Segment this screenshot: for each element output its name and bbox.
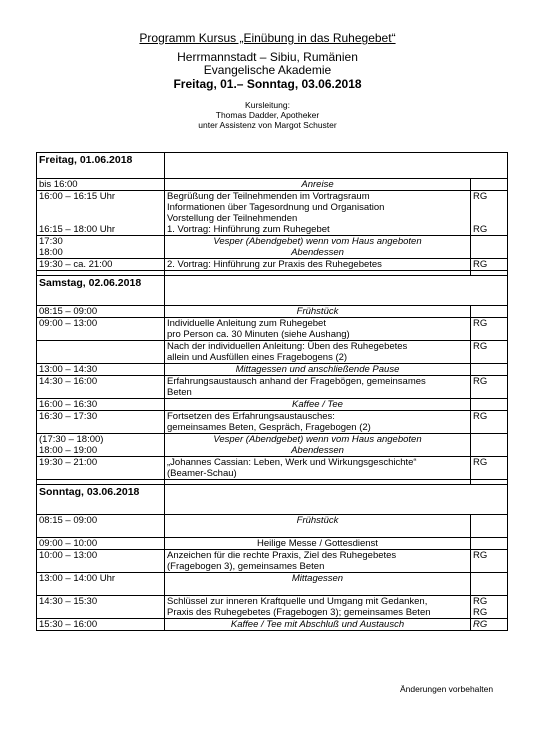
activity-cell [165,515,471,538]
activity-text: „Johannes Cassian: Leben, Werk und Wirkungsgeschichte“ [167,457,417,468]
activity-text: Vesper (Abendgebet) wenn vom Haus angeboten [213,434,422,445]
activity-cell [165,596,471,619]
time-text: 14:30 – 16:00 [39,376,98,387]
schedule-table [36,152,508,631]
activity-text: Abendessen [291,445,344,456]
time-text [39,526,162,537]
schedule-row [37,364,508,376]
rg-marker-cell [471,236,508,259]
day-header-blank [165,153,508,179]
rg-marker: RG [473,191,488,202]
activity-cell [165,341,471,364]
activity-text: 2. Vortrag: Hinführung zur Praxis des Ruhegebetes [167,259,382,270]
activity-text: Kaffee / Tee [292,399,343,410]
day-header-row [37,153,508,179]
time-text: 16:15 – 18:00 Uhr [39,224,116,235]
schedule-row [37,399,508,411]
time-cell [37,191,165,236]
activity-text: Mittagessen [291,573,344,584]
time-cell [37,318,165,341]
time-text: 09:00 – 10:00 [39,538,98,549]
time-cell [37,457,165,480]
rg-marker: RG [473,224,488,235]
activity-cell [165,306,471,318]
time-cell [37,538,165,550]
time-text: 08:15 – 09:00 [39,515,98,526]
activity-text: Kaffee / Tee mit Abschluß und Austausch [230,619,405,630]
activity-text: Abendessen [291,247,344,258]
activity-cell [165,538,471,550]
activity-text: Informationen über Tagesordnung und Organisation [167,202,385,213]
time-cell [37,236,165,259]
time-text: 14:30 – 15:30 [39,596,98,607]
activity-cell [165,179,471,191]
activity-text [167,526,468,537]
day-header-blank [165,276,508,306]
time-text: 18:00 [39,247,63,258]
course-leader-label: Kursleitung: [245,100,290,110]
activity-text: pro Person ca. 30 Minuten (siehe Aushang) [167,329,350,340]
time-text: 19:30 – ca. 21:00 [39,259,113,270]
activity-text: Heilige Messe / Gottesdienst [257,538,378,549]
time-text [39,213,162,224]
rg-marker-cell [471,538,508,550]
time-text: 15:30 – 16:00 [39,619,98,630]
activity-text: (Fragebogen 3), gemeinsames Beten [167,561,325,572]
date-range: Freitag, 01.– Sonntag, 03.06.2018 [173,77,362,91]
rg-marker: RG [473,259,488,270]
time-cell [37,179,165,191]
activity-cell [165,573,471,596]
time-cell [37,259,165,271]
activity-text: Vorstellung der Teilnehmenden [167,213,298,224]
activity-text: allein und Ausfüllen eines Fragebogens (2) [167,352,348,363]
rg-marker-cell [471,306,508,318]
changes-note: Änderungen vorbehalten [400,684,494,694]
rg-marker [473,213,505,224]
activity-text: Nach der individuellen Anleitung: Üben des Ruhegebetes [167,341,408,352]
time-cell [37,573,165,596]
activity-text: gemeinsames Beten, Gespräch, Fragebogen (2) [167,422,371,433]
rg-marker: RG [473,457,488,468]
activity-text: Begrüßung der Teilnehmenden im Vortragsraum [167,191,370,202]
time-text: 18:00 – 19:00 [39,445,98,456]
time-cell [37,550,165,573]
venue-line: Evangelische Akademie [203,63,332,77]
time-text [39,584,162,595]
schedule-row [37,236,508,259]
day-title: Samstag, 02.06.2018 [37,276,165,306]
day-title: Sonntag, 03.06.2018 [37,485,165,515]
rg-marker-cell [471,191,508,236]
activity-text: Individuelle Anleitung zum Ruhegebet [167,318,326,329]
schedule-row [37,179,508,191]
rg-marker-cell [471,550,508,573]
rg-marker: RG [473,550,488,561]
course-assistant: unter Assistenz von Margot Schuster [198,120,337,130]
time-cell [37,434,165,457]
activity-cell [165,619,471,631]
schedule-row [37,411,508,434]
rg-marker: RG [473,411,488,422]
rg-marker-cell [471,457,508,480]
rg-marker: RG [473,607,488,618]
rg-marker-cell [471,573,508,596]
rg-marker-cell [471,179,508,191]
activity-text: Mittagessen und anschließende Pause [235,364,400,375]
activity-cell [165,318,471,341]
time-cell [37,376,165,399]
schedule-row [37,538,508,550]
time-text: 17:30 [39,236,63,247]
rg-marker-cell [471,364,508,376]
time-text: 16:30 – 17:30 [39,411,98,422]
time-cell [37,411,165,434]
rg-marker: RG [473,318,488,329]
activity-text: (Beamer-Schau) [167,468,237,479]
schedule-row [37,259,508,271]
rg-marker: RG [473,619,488,630]
time-text: 13:00 – 14:30 [39,364,98,375]
time-cell [37,619,165,631]
schedule-row [37,341,508,364]
rg-marker-cell [471,318,508,341]
day-header-blank [165,485,508,515]
activity-text: Anzeichen für die rechte Praxis, Ziel des Ruhegebetes [167,550,397,561]
rg-marker: RG [473,596,488,607]
day-header-row [37,276,508,306]
rg-marker: RG [473,376,488,387]
time-text: 16:00 – 16:15 Uhr [39,191,116,202]
activity-cell [165,399,471,411]
activity-text: 1. Vortrag: Hinführung zum Ruhegebet [167,224,330,235]
activity-text: Beten [167,387,192,398]
activity-text: Praxis des Ruhegebetes (Fragebogen 3); gemeinsames Beten [167,607,431,618]
course-leader-name: Thomas Dadder, Apotheker [215,110,320,120]
time-text: 10:00 – 13:00 [39,550,98,561]
activity-text: Erfahrungsaustausch anhand der Fragebögen, gemeinsames [167,376,426,387]
time-text: 13:00 – 14:00 Uhr [39,573,116,584]
schedule-row [37,573,508,596]
rg-marker-cell [471,341,508,364]
schedule-row [37,457,508,480]
time-text [39,341,162,352]
time-text: 19:30 – 21:00 [39,457,98,468]
time-cell [37,306,165,318]
document-title: Programm Kursus „Einübung in das Ruhegebet“ [139,31,396,45]
time-cell [37,364,165,376]
activity-cell [165,411,471,434]
rg-marker-cell [471,619,508,631]
activity-cell [165,191,471,236]
activity-cell [165,457,471,480]
location-line: Herrmannstadt – Sibiu, Rumänien [177,50,358,64]
activity-cell [165,364,471,376]
rg-marker-cell [471,515,508,538]
activity-cell [165,434,471,457]
activity-cell [165,376,471,399]
activity-cell [165,236,471,259]
activity-text: Frühstück [296,515,339,526]
rg-marker-cell [471,259,508,271]
time-text: (17:30 – 18:00) [39,434,104,445]
time-cell [37,515,165,538]
activity-text: Fortsetzen des Erfahrungsaustausches: [167,411,335,422]
schedule-row [37,596,508,619]
schedule-row [37,318,508,341]
time-text: 09:00 – 13:00 [39,318,98,329]
activity-text [167,584,468,595]
schedule-row [37,619,508,631]
activity-cell [165,259,471,271]
activity-text: Vesper (Abendgebet) wenn vom Haus angeboten [213,236,422,247]
rg-marker-cell [471,596,508,619]
schedule-row [37,515,508,538]
schedule-row [37,376,508,399]
time-cell [37,341,165,364]
activity-cell [165,550,471,573]
schedule-row [37,434,508,457]
rg-marker [473,202,505,213]
time-text: 16:00 – 16:30 [39,399,98,410]
rg-marker-cell [471,411,508,434]
schedule-row [37,550,508,573]
activity-text: Frühstück [296,306,339,317]
rg-marker-cell [471,399,508,411]
rg-marker-cell [471,434,508,457]
day-header-row [37,485,508,515]
time-text: bis 16:00 [39,179,78,190]
rg-marker-cell [471,376,508,399]
time-cell [37,596,165,619]
schedule-row [37,306,508,318]
day-title: Freitag, 01.06.2018 [37,153,165,179]
rg-marker: RG [473,341,488,352]
time-text: 08:15 – 09:00 [39,306,98,317]
time-cell [37,399,165,411]
activity-text: Anreise [301,179,334,190]
activity-text: Schlüssel zur inneren Kraftquelle und Umgang mit Gedanken, [167,596,428,607]
time-text [39,202,162,213]
schedule-row [37,191,508,236]
